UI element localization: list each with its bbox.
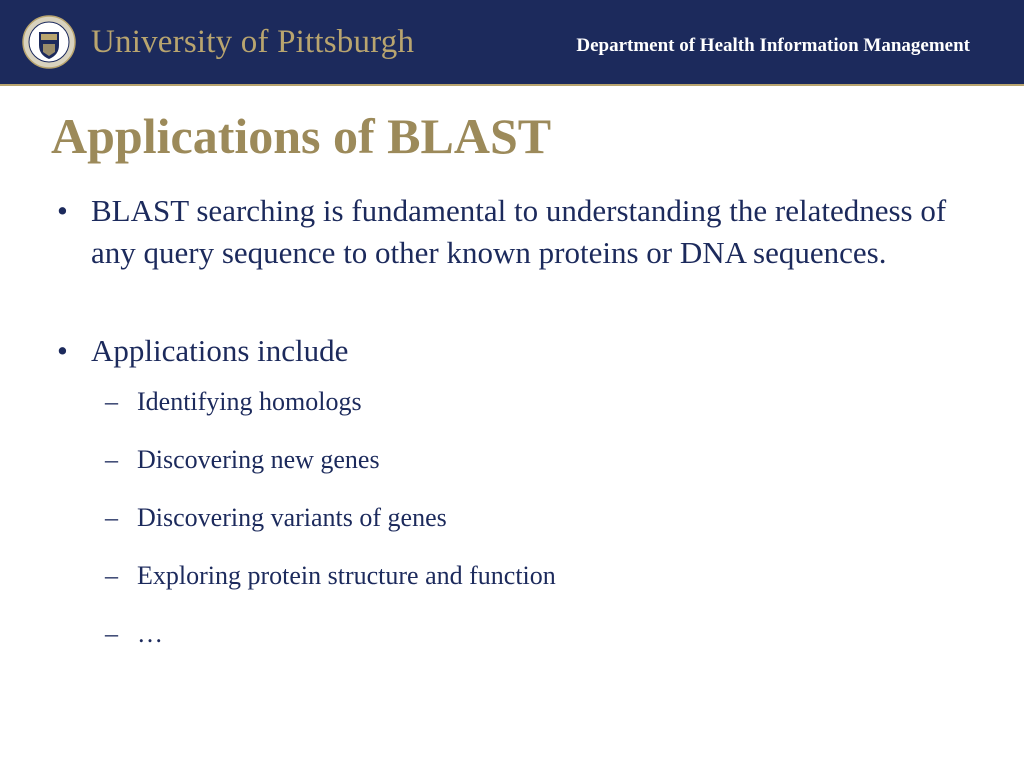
header-bar (0, 0, 1024, 86)
sub-bullet-item (105, 386, 985, 418)
bullet-item (57, 330, 987, 372)
sub-bullet-marker: – (105, 503, 118, 532)
sub-bullet-item (105, 444, 985, 476)
slide-title: Applications of BLAST (51, 108, 552, 164)
university-seal-icon (22, 15, 76, 69)
sub-bullet-text: Exploring protein structure and function (137, 561, 556, 590)
bullet-text: Applications include (91, 333, 349, 368)
bullet-marker: • (57, 193, 68, 228)
sub-bullet-item (105, 560, 985, 592)
sub-bullet-text: … (137, 619, 163, 648)
bullet-text: BLAST searching is fundamental to understanding the relatedness of any query sequence to other known proteins or DNA sequences. (91, 193, 947, 270)
sub-bullet-marker: – (105, 445, 118, 474)
sub-bullet-item (105, 618, 985, 650)
sub-bullet-item (105, 502, 985, 534)
bullet-marker: • (57, 333, 68, 368)
sub-bullet-text: Discovering new genes (137, 445, 380, 474)
sub-bullet-text: Discovering variants of genes (137, 503, 447, 532)
sub-bullet-marker: – (105, 561, 118, 590)
bullet-item (57, 190, 987, 274)
sub-bullet-marker: – (105, 387, 118, 416)
department-name: Department of Health Information Management (576, 35, 970, 56)
sub-bullet-marker: – (105, 619, 118, 648)
university-name: University of Pittsburgh (91, 24, 415, 60)
sub-bullet-text: Identifying homologs (137, 387, 362, 416)
